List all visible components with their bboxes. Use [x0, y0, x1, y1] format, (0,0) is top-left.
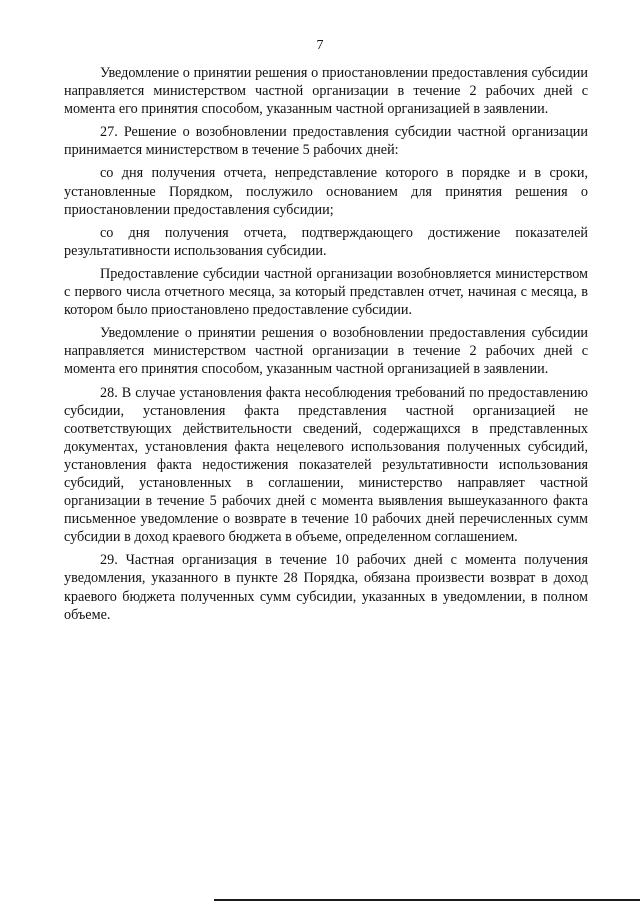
- page-number: 7: [316, 38, 324, 53]
- document-body: [64, 64, 588, 629]
- paragraph-resumption-notice: Уведомление о принятии решения о возобновлении предоставления субсидии направляется министерством частной организации в течение 2 рабочих дней с момента его принятия способом, указанным частной организацией в заявлении.: [64, 325, 588, 378]
- paragraph-suspension-notice: Уведомление о принятии решения о приостановлении предоставления субсидии направляется министерством частной организации в течение 2 рабочих дней с момента его принятия способом, указанным частной организацией в заявлении.: [64, 65, 588, 118]
- paragraph-29-refund: 29. Частная организация в течение 10 рабочих дней с момента получения уведомления, указанного в пункте 28 Порядка, обязана произвести возврат в доход краевого бюджета полученных сумм субсидии, указанных в уведомлении, в полном объеме.: [64, 552, 588, 623]
- paragraph-27-condition-performance-report: со дня получения отчета, подтверждающего достижение показателей результативности использования субсидии.: [64, 224, 588, 259]
- scan-edge-line: [214, 899, 640, 901]
- paragraph-27-condition-report-delivery: со дня получения отчета, непредставление которого в порядке и в сроки, установленные Порядком, послужило основанием для принятия решения о приостановлении предоставления субсидии;: [64, 165, 588, 218]
- paragraph-27-resumption-decision: 27. Решение о возобновлении предоставления субсидии частной организации принимается министерством в течение 5 рабочих дней:: [64, 124, 588, 159]
- paragraph-28-violations: 28. В случае установления факта несоблюдения требований по предоставлению субсидии, установления факта представления частной организацией не соответствующих действительности сведений, содержащихся в представленных документах, установления факта нецелевого использования полученных субсидий, установления факта недостижения показателей результативности использования субсидий, установленных в соглашении, министерство направляет частной организации в течение 5 рабочих дней с момента выявления вышеуказанного факта письменное уведомление о возврате в течение 10 рабочих дней перечисленных сумм субсидии в доход краевого бюджета в объеме, определенном соглашением.: [64, 384, 588, 546]
- paragraph-resumption-start: Предоставление субсидии частной организации возобновляется министерством с первого числа отчетного месяца, за который представлен отчет, начиная с месяца, в котором было приостановлено предоставление субсидии.: [64, 265, 588, 319]
